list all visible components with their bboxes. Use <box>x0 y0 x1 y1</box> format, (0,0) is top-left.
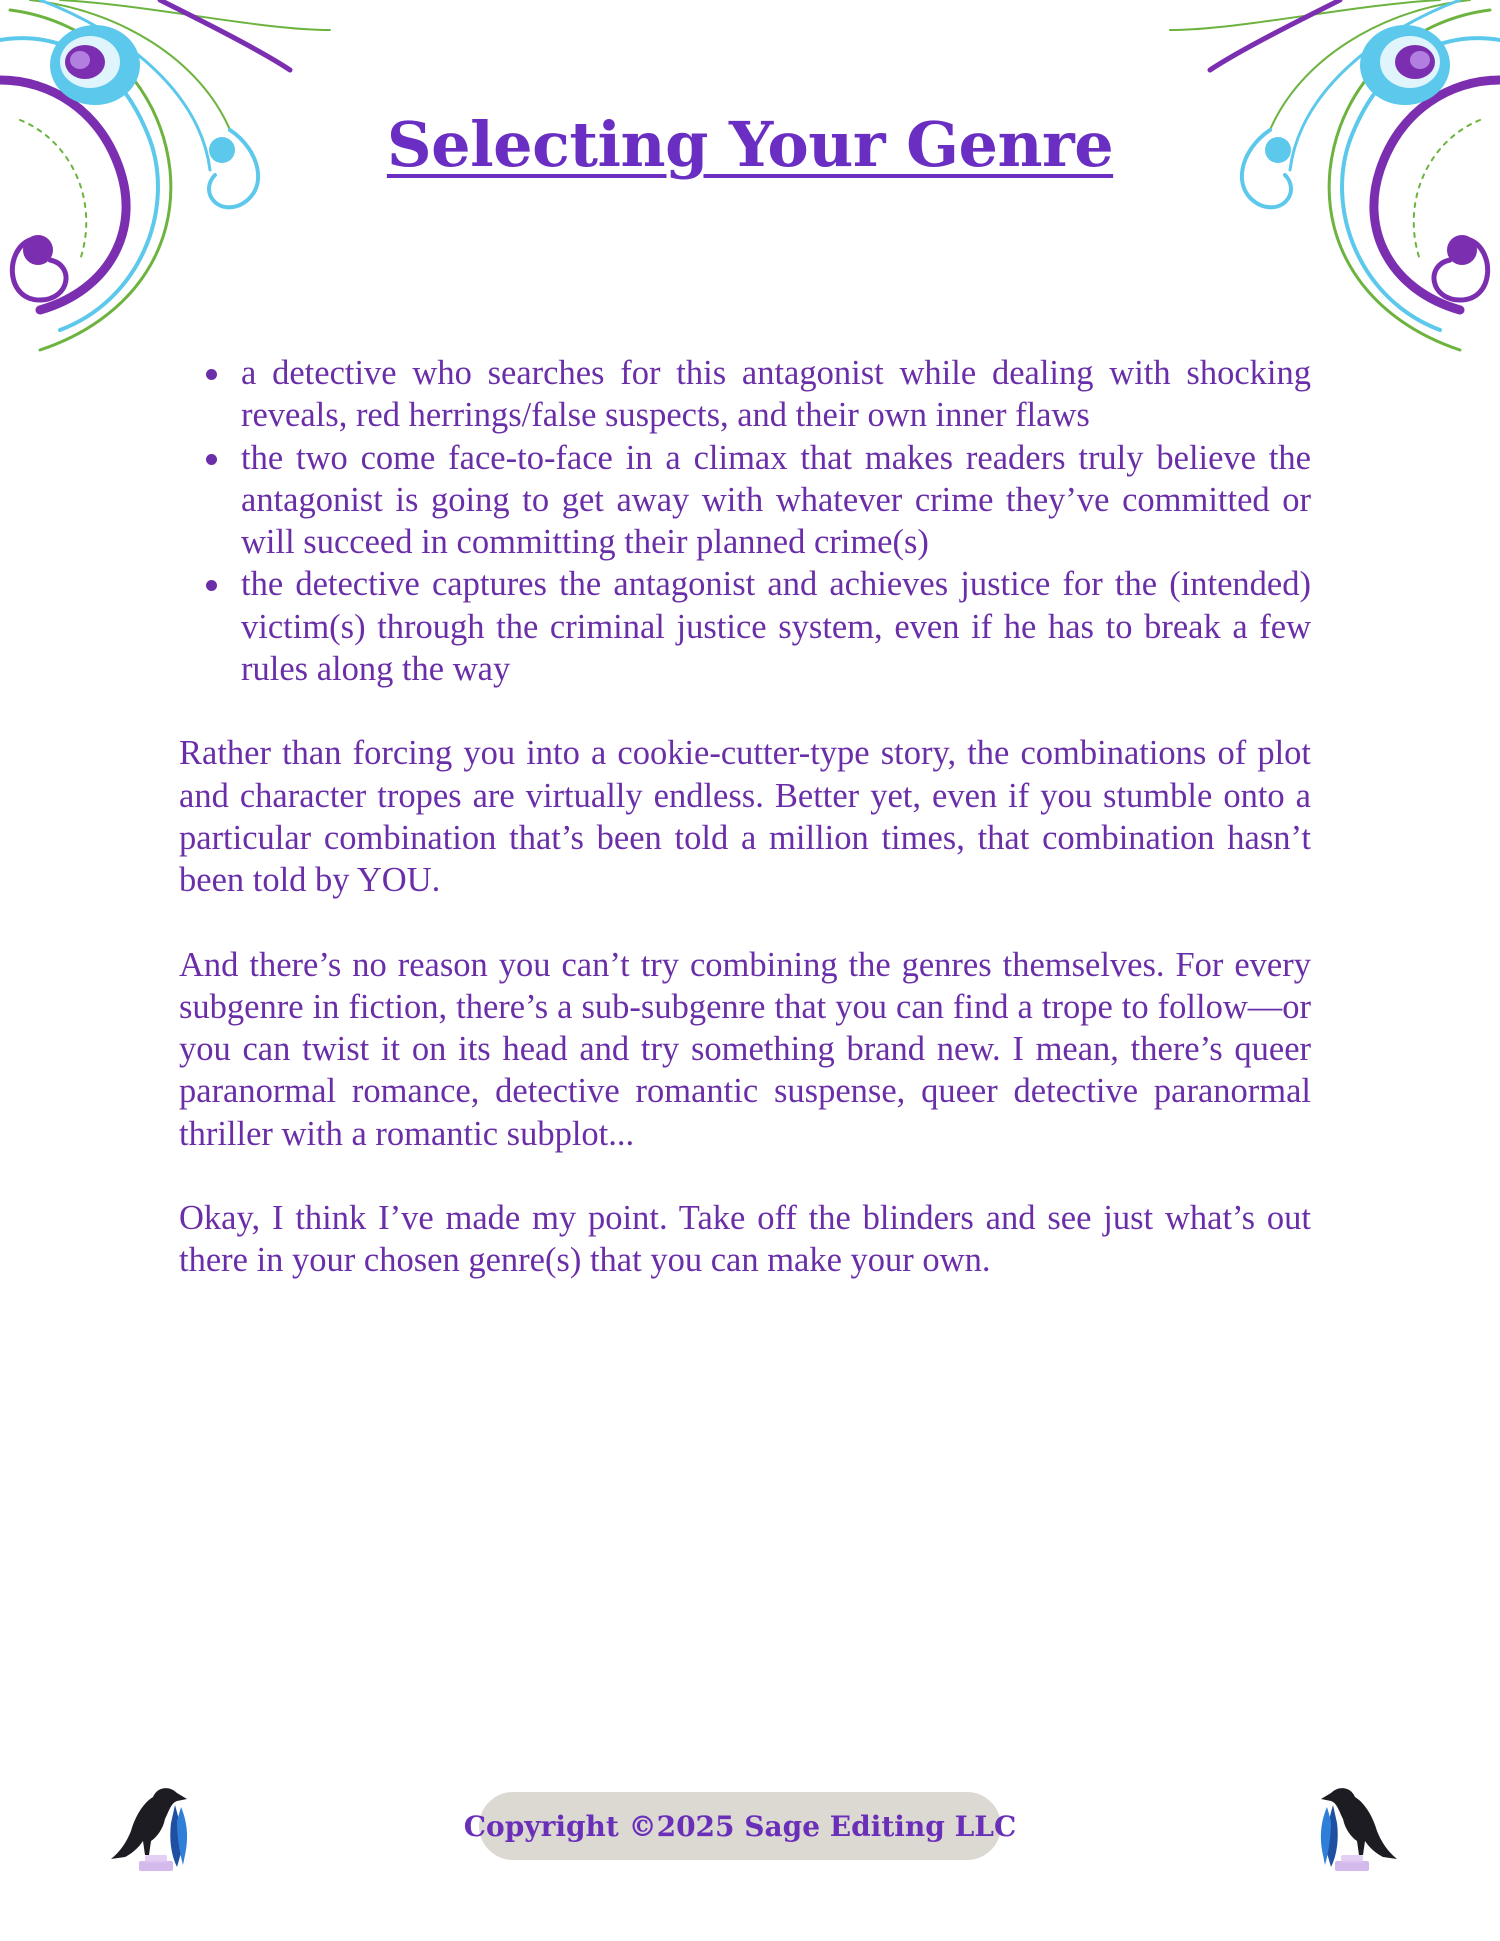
list-item-text: the detective captures the antagonist and achieves justice for the (intended) victim(s) through the criminal justice system, even if he has to break a few rules along the way <box>241 565 1311 689</box>
paragraph: Okay, I think I’ve made my point. Take off the blinders and see just what’s out there in your chosen genre(s) that you can make your own. <box>179 1199 1311 1280</box>
list-item <box>241 437 1311 564</box>
paragraph: And there’s no reason you can’t try combining the genres themselves. For every subgenre in fiction, there’s a sub-subgenre that you can find a trope to follow—or you can twist it on its head and try something brand new. I mean, there’s queer paranormal romance, detective romantic suspense, queer detective paranormal thriller with a romantic subplot... <box>179 945 1311 1153</box>
crow-icon <box>105 1775 205 1875</box>
crow-icon <box>1303 1775 1403 1875</box>
bullet-dot-icon <box>206 580 217 591</box>
copyright-badge: Copyright ©2025 Sage Editing LLC <box>479 1792 1001 1860</box>
list-item-text: the two come face-to-face in a climax that makes readers truly believe the antagonist is going to get away with whatever crime they’ve committed or will succeed in committing their planned crime(s) <box>241 438 1311 562</box>
bullet-list <box>179 352 1311 690</box>
paragraph: Rather than forcing you into a cookie-cutter-type story, the combinations of plot and character tropes are virtually endless. Better yet, even if you stumble onto a particular combination that’s been told a million times, that combination hasn’t been told by YOU. <box>179 734 1311 900</box>
list-item-text: a detective who searches for this antagonist while dealing with shocking reveals, red herrings/false suspects, and their own inner flaws <box>241 354 1311 435</box>
page-title: Selecting Your Genre <box>386 108 1114 181</box>
body-content <box>179 352 1311 1282</box>
list-item <box>241 563 1311 690</box>
bullet-dot-icon <box>206 454 217 465</box>
list-item <box>241 352 1311 437</box>
bullet-dot-icon <box>206 369 217 380</box>
